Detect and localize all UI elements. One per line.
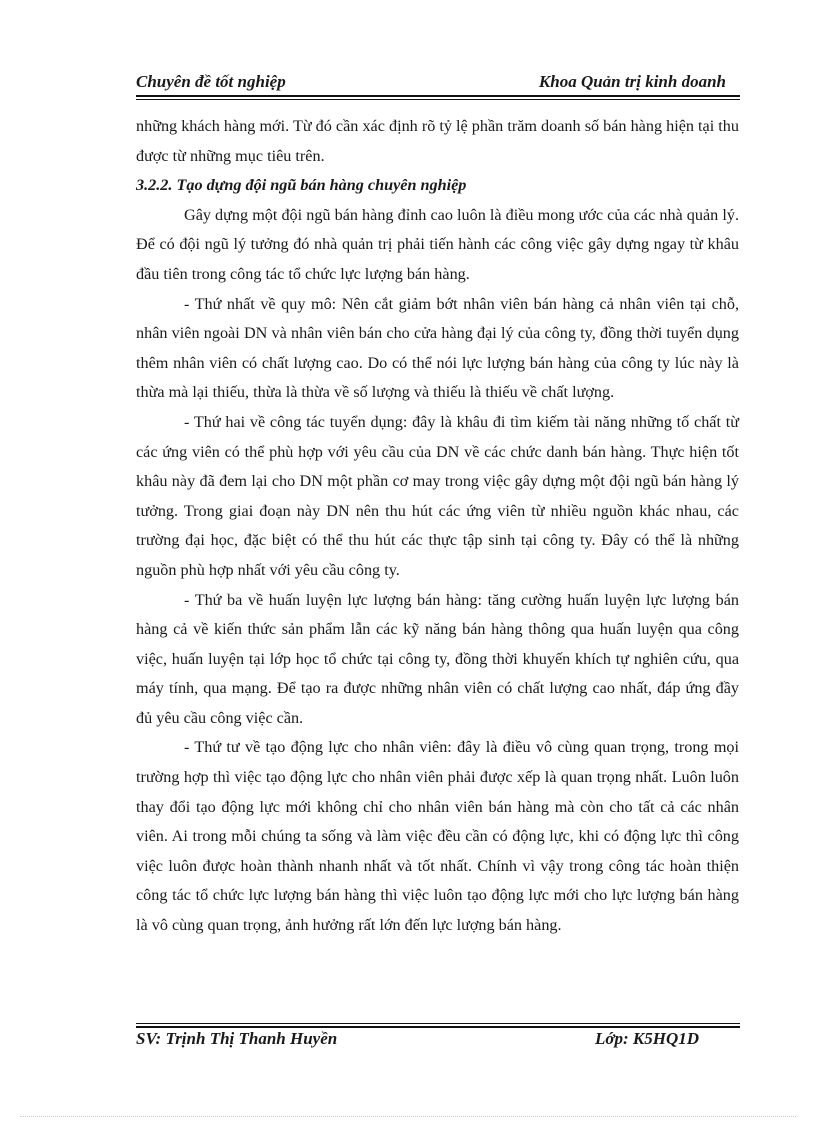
paragraph-motivation: - Thứ tư về tạo động lực cho nhân viên: đây là điều vô cùng quan trọng, trong mọi trường hợp thì việc tạo động lực cho nhân viên phải được xếp là quan trọng nhất. Luôn luôn thay đổi tạo động lực mới không chỉ cho nhân viên bán hàng mà còn cho tất cả các nhân viên. Ai trong mỗi chúng ta sống và làm việc đều cần có động lực, khi có động lực thì công việc luôn được hoàn thành nhanh nhất và tốt nhất. Chính vì vậy trong công tác hoàn thiện công tác tổ chức lực lượng bán hàng thì việc luôn tạo động lực mới cho lực lượng bán hàng là vô cùng quan trọng, ảnh hưởng rất lớn đến lực lượng bán hàng. — [136, 738, 739, 935]
paragraph-training: - Thứ ba về huấn luyện lực lượng bán hàng: tăng cường huấn luyện lực lượng bán hàng cả về kiến thức sản phẩm lẫn các kỹ năng bán hàng thông qua huấn luyện qua công việc, huấn luyện tại lớp học tổ chức tại công ty, đồng thời khuyến khích tự nghiên cứu, qua máy tính, qua mạng. Để tạo ra được những nhân viên có chất lượng cao nhất, đáp ứng đầy đủ yêu cầu công việc cần. — [136, 590, 739, 727]
page-footer — [136, 1027, 740, 1051]
page-header — [136, 70, 740, 94]
header-faculty: Khoa Quản trị kinh doanh — [538, 72, 726, 91]
footer-class-code: Lớp: K5HQ1D — [595, 1029, 700, 1048]
header-thesis-title: Chuyên đề tốt nghiệp — [136, 72, 286, 91]
paragraph-scale: - Thứ nhất về quy mô: Nên cắt giảm bớt nhân viên bán hàng cả nhân viên tại chỗ, nhân viên ngoài DN và nhân viên bán cho cửa hàng đại lý của công ty, đồng thời tuyển dụng thêm nhân viên có chất lượng cao. Do có thể nói lực lượng bán hàng của công ty lúc này là thừa mà lại thiếu, thừa là thừa về số lượng và thiếu là thiếu về chất lượng. — [136, 294, 739, 402]
header-rule-thick — [136, 95, 740, 97]
page-edge-dotted-line — [20, 1116, 796, 1117]
paragraph-continuation: những khách hàng mới. Từ đó cần xác định rõ tỷ lệ phần trăm doanh số bán hàng hiện tại thu được từ những mục tiêu trên. — [136, 117, 739, 165]
paragraph-recruitment: - Thứ hai về công tác tuyển dụng: đây là khâu đi tìm kiếm tài năng những tố chất từ các ứng viên có thể phù hợp với yêu cầu của DN về các chức danh bán hàng. Thực hiện tốt khâu này đã đem lại cho DN một phần cơ may trong việc gây dựng một đội ngũ bán hàng lý tưởng. Trong giai đoạn này DN nên thu hút các ứng viên từ nhiều nguồn khác nhau, các trường đại học, đặc biệt có thể thu hút các thực tập sinh tại công ty. Đây có thể là những nguồn phù hợp nhất với yêu cầu công ty. — [136, 412, 739, 579]
section-heading: 3.2.2. Tạo dựng đội ngũ bán hàng chuyên nghiệp — [136, 176, 467, 195]
page-body — [136, 112, 739, 941]
paragraph-intro: Gây dựng một đội ngũ bán hàng đỉnh cao luôn là điều mong ước của các nhà quản lý. Để có đội ngũ lý tưởng đó nhà quản trị phải tiến hành các công việc gây dựng ngay từ khâu đầu tiên trong công tác tổ chức lực lượng bán hàng. — [136, 205, 739, 283]
header-rule-thin — [136, 99, 740, 100]
footer-rule-thin — [136, 1023, 740, 1024]
footer-student-name: SV: Trịnh Thị Thanh Huyền — [136, 1029, 338, 1048]
